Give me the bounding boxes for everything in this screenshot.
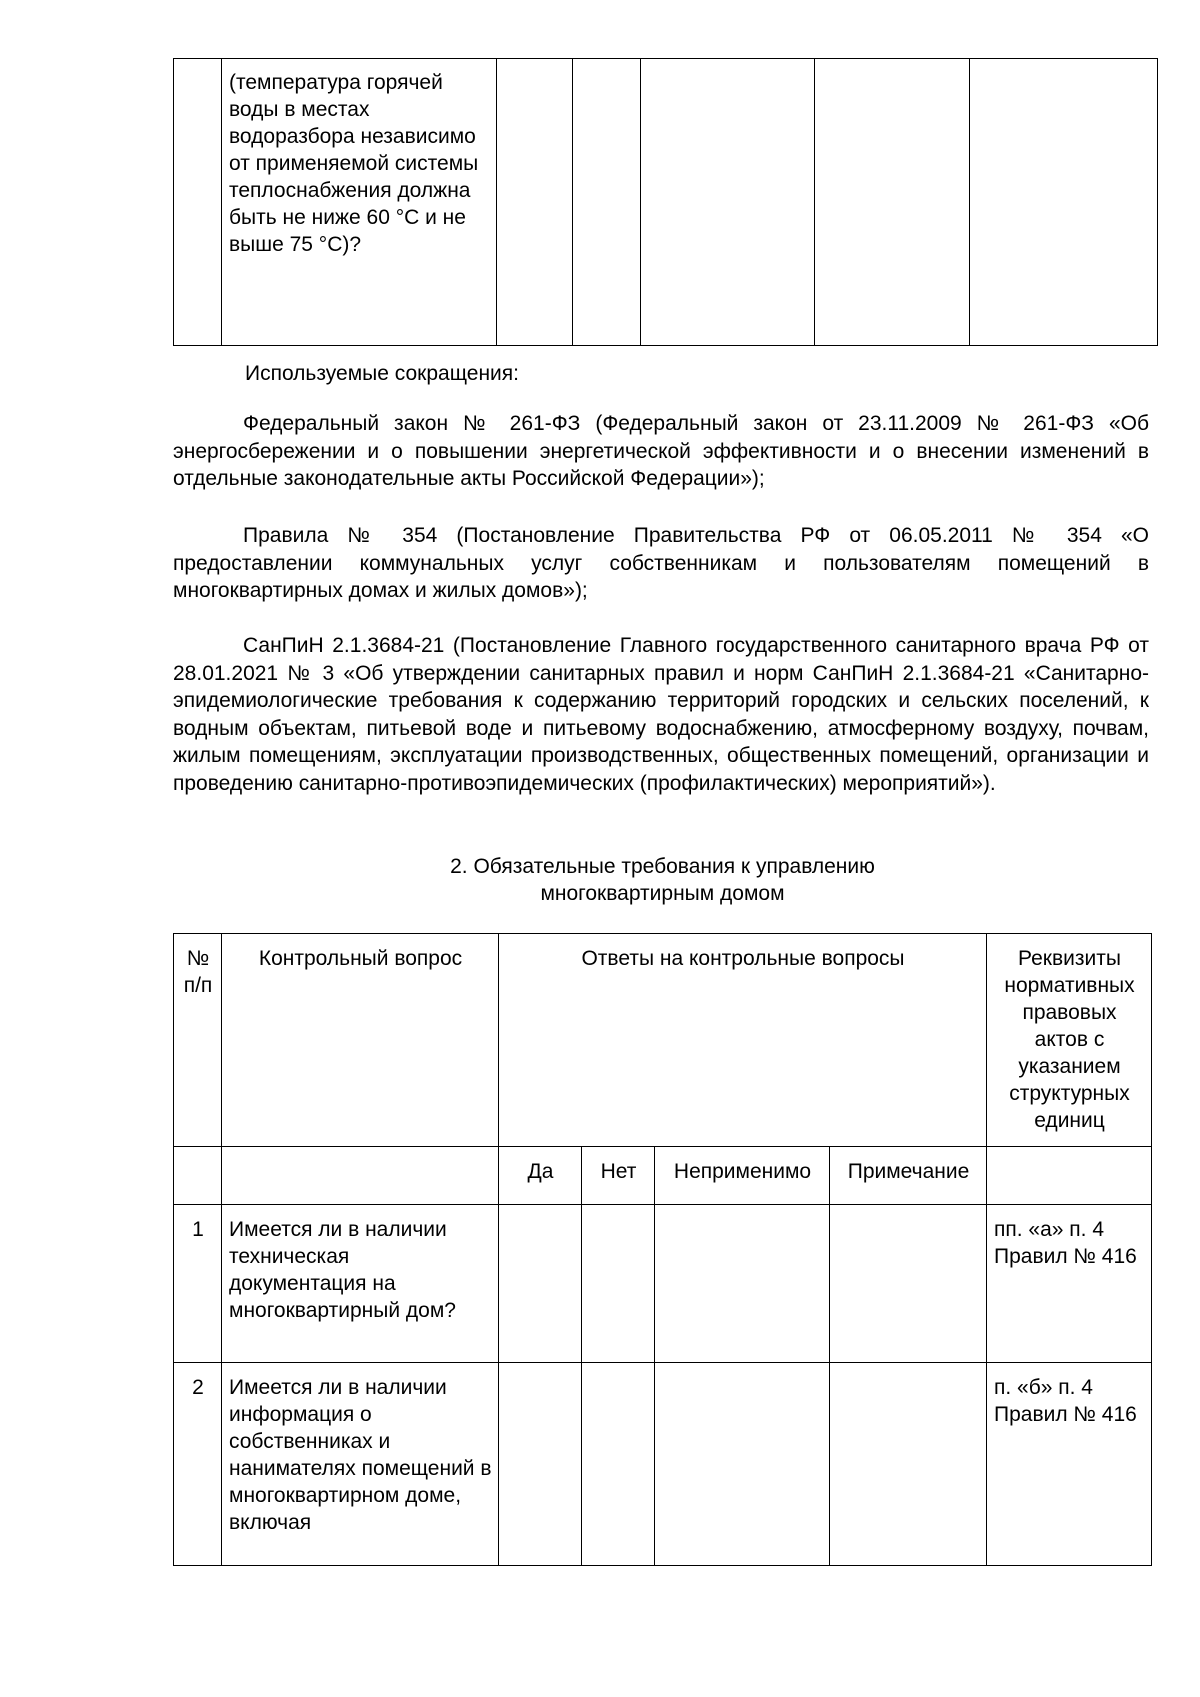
answer-no-cell bbox=[582, 1363, 655, 1566]
number-cell bbox=[174, 59, 222, 346]
section-title-line: многоквартирным домом bbox=[540, 882, 785, 905]
abbreviation-item bbox=[173, 410, 1149, 493]
abbreviation-item bbox=[173, 632, 1149, 797]
row-question: Имеется ли в наличии техническая документация на многоквартирный дом? bbox=[222, 1205, 499, 1363]
question-cell: (температура горячей воды в местах водоразбора независимо от применяемой системы теплоснабжения должна быть не ниже 60 °С и не выше 75 °С)? bbox=[222, 59, 497, 346]
abbreviations-heading: Используемые сокращения: bbox=[245, 362, 519, 385]
answer-no-cell bbox=[582, 1205, 655, 1363]
section-title bbox=[0, 853, 1200, 907]
answer-no-cell bbox=[573, 59, 641, 346]
continued-checklist-table bbox=[173, 58, 1158, 346]
answer-not-applicable-cell bbox=[655, 1205, 830, 1363]
header-not-applicable: Неприменимо bbox=[655, 1147, 830, 1205]
answer-note-cell bbox=[830, 1363, 987, 1566]
abbreviation-item bbox=[173, 522, 1149, 605]
header-number: № п/п bbox=[174, 934, 222, 1147]
header-requisites: Реквизиты нормативных правовых актов с указанием структурных единиц bbox=[987, 934, 1152, 1147]
header-question: Контрольный вопрос bbox=[222, 934, 499, 1147]
row-number: 2 bbox=[174, 1363, 222, 1566]
section-title-line: 2. Обязательные требования к управлению bbox=[450, 855, 875, 878]
table-row bbox=[174, 59, 1158, 346]
checklist-table bbox=[173, 933, 1152, 1566]
answer-yes-cell bbox=[499, 1363, 582, 1566]
empty-cell bbox=[987, 1147, 1152, 1205]
abbreviation-text: Федеральный закон № 261-ФЗ (Федеральный закон от 23.11.2009 № 261-ФЗ «Об энергосбережении и о повышении энергетической эффективности и о внесении изменений в отдельные законодательные акты Российской Федерации»); bbox=[173, 412, 1149, 490]
answer-note-cell bbox=[815, 59, 970, 346]
row-requisites: пп. «а» п. 4 Правил № 416 bbox=[987, 1205, 1152, 1363]
row-number: 1 bbox=[174, 1205, 222, 1363]
empty-cell bbox=[222, 1147, 499, 1205]
table-row bbox=[174, 1205, 1152, 1363]
row-requisites: п. «б» п. 4 Правил № 416 bbox=[987, 1363, 1152, 1566]
header-no: Нет bbox=[582, 1147, 655, 1205]
header-answers: Ответы на контрольные вопросы bbox=[499, 934, 987, 1147]
answer-yes-cell bbox=[497, 59, 573, 346]
answer-not-applicable-cell bbox=[641, 59, 815, 346]
abbreviation-text: Правила № 354 (Постановление Правительства РФ от 06.05.2011 № 354 «О предоставлении коммунальных услуг собственникам и пользователям помещений в многоквартирных домах и жилых домов»); bbox=[173, 524, 1149, 602]
abbreviation-text: СанПиН 2.1.3684-21 (Постановление Главного государственного санитарного врача РФ от 28.01.2021 № 3 «Об утверждении санитарных правил и норм СанПиН 2.1.3684-21 «Санитарно-эпидемиологические требования к содержанию территорий городских и сельских поселений, к водным объектам, питьевой воде и питьевому водоснабжению, атмосферному воздуху, почвам, жилым помещениям, эксплуатации производственных, общественных помещений, организации и проведению санитарно-противоэпидемических (профилактических) мероприятий»). bbox=[173, 634, 1149, 795]
table-subheader-row bbox=[174, 1147, 1152, 1205]
answer-yes-cell bbox=[499, 1205, 582, 1363]
requisites-cell bbox=[970, 59, 1158, 346]
table-row bbox=[174, 1363, 1152, 1566]
empty-cell bbox=[174, 1147, 222, 1205]
header-yes: Да bbox=[499, 1147, 582, 1205]
answer-note-cell bbox=[830, 1205, 987, 1363]
table-header-row bbox=[174, 934, 1152, 1147]
row-question: Имеется ли в наличии информация о собственниках и нанимателях помещений в многоквартирном доме, включая bbox=[222, 1363, 499, 1566]
answer-not-applicable-cell bbox=[655, 1363, 830, 1566]
header-note: Примечание bbox=[830, 1147, 987, 1205]
